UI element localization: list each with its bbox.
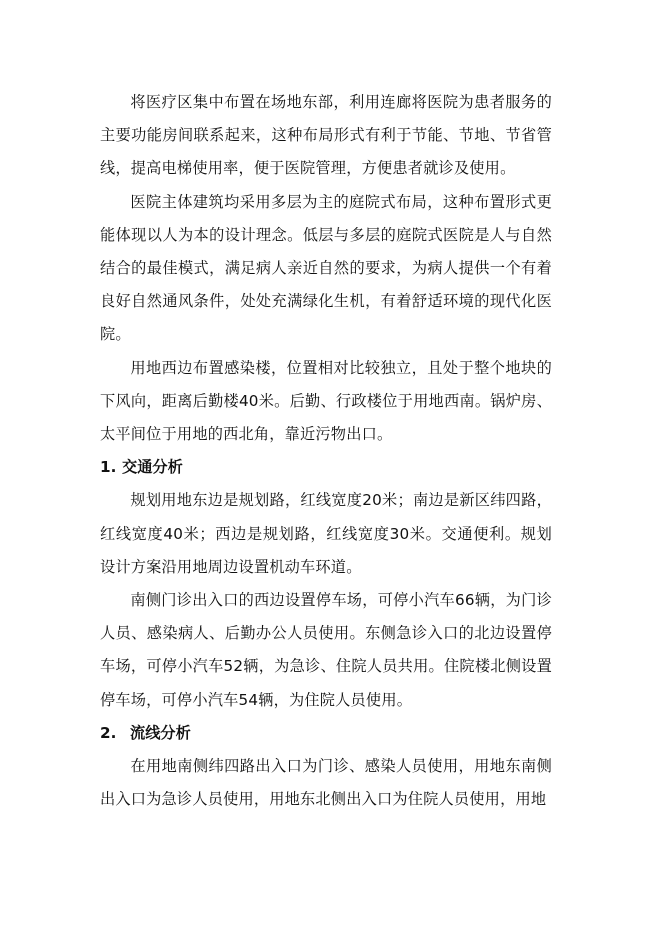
paragraph-infection-building: 用地西边布置感染楼，位置相对比较独立，且处于整个地块的下风向，距离后勤楼40米。后勤、行政楼位于用地西南。锅炉房、太平间位于用地的西北角，靠近污物出口。 xyxy=(100,358,552,444)
paragraph-parking: 南侧门诊出入口的西边设置停车场，可停小汽车66辆，为门诊人员、感染病人、后勤办公人员使用。东侧急诊入口的北边设置停车场，可停小汽车52辆，为急诊、住院人员共用。住院楼北侧设置停车场，可停小汽车54辆，为住院人员使用。 xyxy=(100,591,552,709)
section-number: 1. xyxy=(100,458,117,477)
paragraph-courtyard-layout: 医院主体建筑均采用多层为主的庭院式布局，这种布置形式更能体现以人为本的设计理念。低层与多层的庭院式医院是人与自然结合的最佳模式，满足病人亲近自然的要求，为病人提供一个有着良好自然通风条件，处处充满绿化生机，有着舒适环境的现代化医院。 xyxy=(100,192,552,344)
section-title: 流线分析 xyxy=(130,723,191,742)
document-body xyxy=(100,86,552,816)
section-heading-flow xyxy=(100,717,552,750)
paragraph-entrances: 在用地南侧纬四路出入口为门诊、感染人员使用，用地东南侧出入口为急诊人员使用，用地东北侧出入口为住院人员使用，用地 xyxy=(100,757,552,809)
paragraph-medical-zone: 将医疗区集中布置在场地东部，利用连廊将医院为患者服务的主要功能房间联系起来，这种布局形式有利于节能、节地、节省管线，提高电梯使用率，便于医院管理，方便患者就诊及使用。 xyxy=(100,93,552,178)
section-number: 2. xyxy=(100,723,117,742)
section-heading-traffic xyxy=(100,451,552,484)
paragraph-roads: 规划用地东边是规划路，红线宽度20米；南边是新区纬四路，红线宽度40米；西边是规划路，红线宽度30米。交通便利。规划设计方案沿用地周边设置机动车环道。 xyxy=(100,491,552,576)
section-title: 交通分析 xyxy=(122,458,183,477)
